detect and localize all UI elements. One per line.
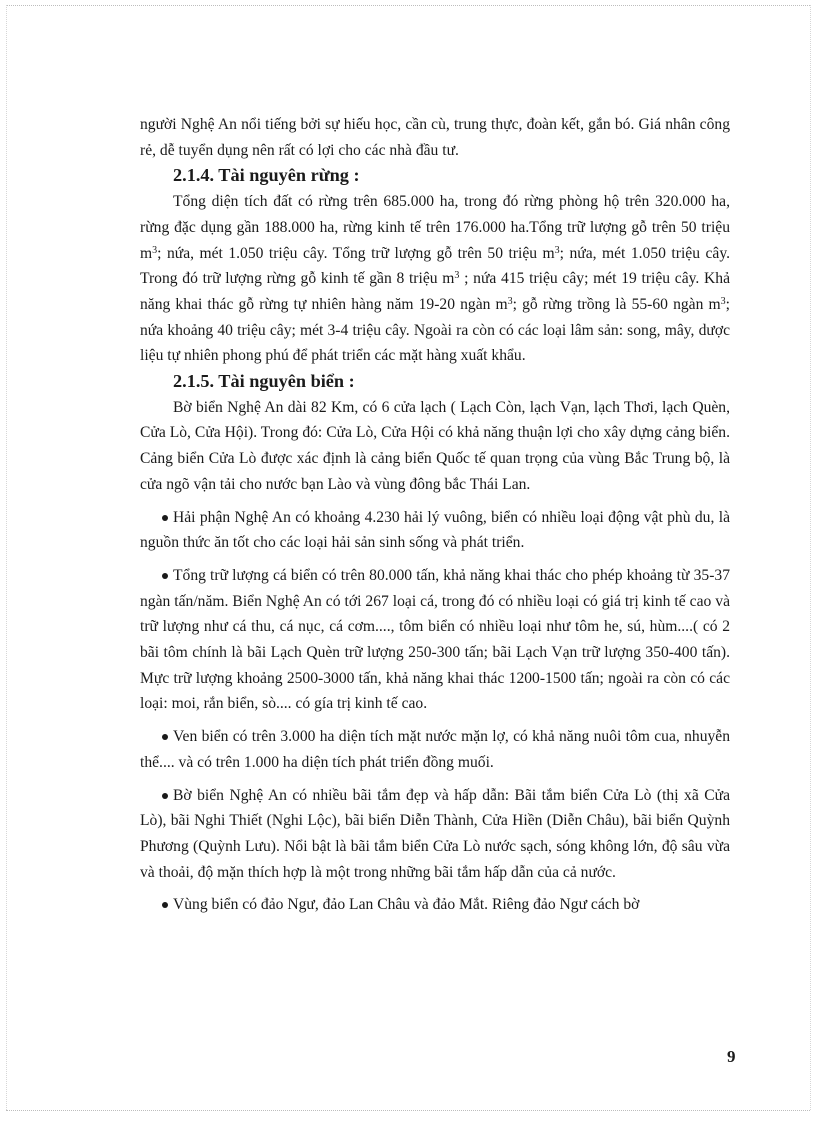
bullet-icon	[162, 573, 168, 579]
marine-bullet-list	[140, 505, 730, 919]
forest-text-part: ; nứa khoảng 40 triệu cây; mét 3-4 triệu cây. Ngoài ra còn có các loại lâm sản: song, mây, dược liệu tự nhiên phong phú để phát triển các mặt hàng xuất khẩu.	[140, 295, 730, 365]
list-item	[140, 724, 730, 775]
forest-resources-paragraph	[140, 189, 730, 369]
superscript-cubic: 3	[554, 244, 560, 256]
superscript-cubic: 3	[454, 270, 460, 282]
section-heading-forest-resources: 2.1.4. Tài nguyên rừng :	[173, 165, 360, 186]
bullet-icon	[162, 734, 168, 740]
list-item	[140, 563, 730, 717]
list-item	[140, 892, 730, 918]
page-border-bottom	[6, 1110, 810, 1111]
superscript-cubic: 3	[152, 244, 158, 256]
forest-text-part: ; nứa, mét 1.050 triệu cây. Tổng trữ lượng gỗ trên 50 triệu m	[157, 244, 555, 262]
list-item	[140, 505, 730, 556]
forest-text-part: ; nứa, mét 1.050 triệu cây. Trong đó trữ lượng rừng gỗ kinh tế gần 8 triệu m	[140, 244, 730, 288]
bullet-icon	[162, 902, 168, 908]
document-body	[140, 112, 730, 918]
page-number: 9	[727, 1047, 736, 1066]
page-border-right	[810, 5, 811, 1110]
bullet-icon	[162, 515, 168, 521]
forest-text-part: Tổng diện tích đất có rừng trên 685.000 ha, trong đó rừng phòng hộ trên 320.000 ha, rừng đặc dụng gần 188.000 ha, rừng kinh tế trên 176.000 ha.Tổng trữ lượng gỗ trên 50 triệu m	[140, 193, 730, 262]
forest-text-part: ; nứa 415 triệu cây; mét 19 triệu cây. Khả năng khai thác gỗ rừng tự nhiên hàng năm 19-20 ngàn m	[140, 270, 731, 313]
list-item-text: Tổng trữ lượng cá biển có trên 80.000 tấn, khả năng khai thác cho phép khoảng từ 35-37 ngàn tấn/năm. Biển Nghệ An có tới 267 loại cá, trong đó có nhiều loại có giá trị kinh tế cao và trữ lượng như cá thu, cá nục, cá cơm...., tôm biển có nhiều loại như tôm he, sú, hùm....( có 2 bãi tôm chính là bãi Lạch Quèn trữ lượng 250-300 tấn; bãi Lạch Vạn trữ lượng 350-400 tấn). Mực trữ lượng khoảng 2500-3000 tấn, khả năng khai thác 1200-1500 tấn; ngoài ra còn có các loại: moi, rắn biển, sò.... có gía trị kinh tế cao.	[140, 566, 730, 713]
list-item-text: Ven biển có trên 3.000 ha diện tích mặt nước mặn lợ, có khả năng nuôi tôm cua, nhuyễn thể.... và có trên 1.000 ha diện tích phát triển đồng muối.	[140, 728, 730, 771]
section-heading-marine-resources: 2.1.5. Tài nguyên biển :	[173, 371, 355, 392]
page-border-left	[6, 5, 7, 1110]
list-item-text: Vùng biển có đảo Ngư, đảo Lan Châu và đảo Mắt. Riêng đảo Ngư cách bờ	[173, 896, 640, 914]
page-border-top	[6, 5, 810, 6]
superscript-cubic: 3	[720, 295, 726, 307]
list-item-text: Hải phận Nghệ An có khoảng 4.230 hải lý vuông, biển có nhiều loại động vật phù du, là nguồn thức ăn tốt cho các loại hải sản sinh sống và phát triển.	[140, 508, 730, 552]
list-item-text: Bờ biển Nghệ An có nhiều bãi tắm đẹp và hấp dẫn: Bãi tắm biển Cửa Lò (thị xã Cửa Lò), bãi Nghi Thiết (Nghi Lộc), bãi biển Diễn Thành, Cửa Hiền (Diễn Châu), bãi biển Quỳnh Phương (Quỳnh Lưu). Nổi bật là bãi tắm biển Cửa Lò nước sạch, sóng không lớn, độ sâu vừa và thoải, độ mặn thích hợp là một trong những bãi tắm hấp dẫn của cả nước.	[140, 786, 730, 881]
forest-text-part: ; gỗ rừng trồng là 55-60 ngàn m	[512, 295, 721, 313]
list-item	[140, 783, 730, 886]
bullet-icon	[162, 793, 168, 799]
superscript-cubic: 3	[507, 295, 513, 307]
marine-resources-paragraph: Bờ biển Nghệ An dài 82 Km, có 6 cửa lạch ( Lạch Còn, lạch Vạn, lạch Thơi, lạch Quèn, Cửa Lò, Cửa Hội). Trong đó: Cửa Lò, Cửa Hội có khả năng thuận lợi cho xây dựng cảng biển. Cảng biển Cửa Lò được xác định là cảng biển Quốc tế quan trọng của vùng Bắc Trung bộ, là cửa ngõ vận tải cho nước bạn Lào và vùng đông bắc Thái Lan.	[140, 398, 730, 493]
intro-paragraph: người Nghệ An nổi tiếng bởi sự hiếu học, cần cù, trung thực, đoàn kết, gắn bó. Giá nhân công rẻ, dễ tuyển dụng nên rất có lợi cho các nhà đầu tư.	[140, 116, 730, 159]
